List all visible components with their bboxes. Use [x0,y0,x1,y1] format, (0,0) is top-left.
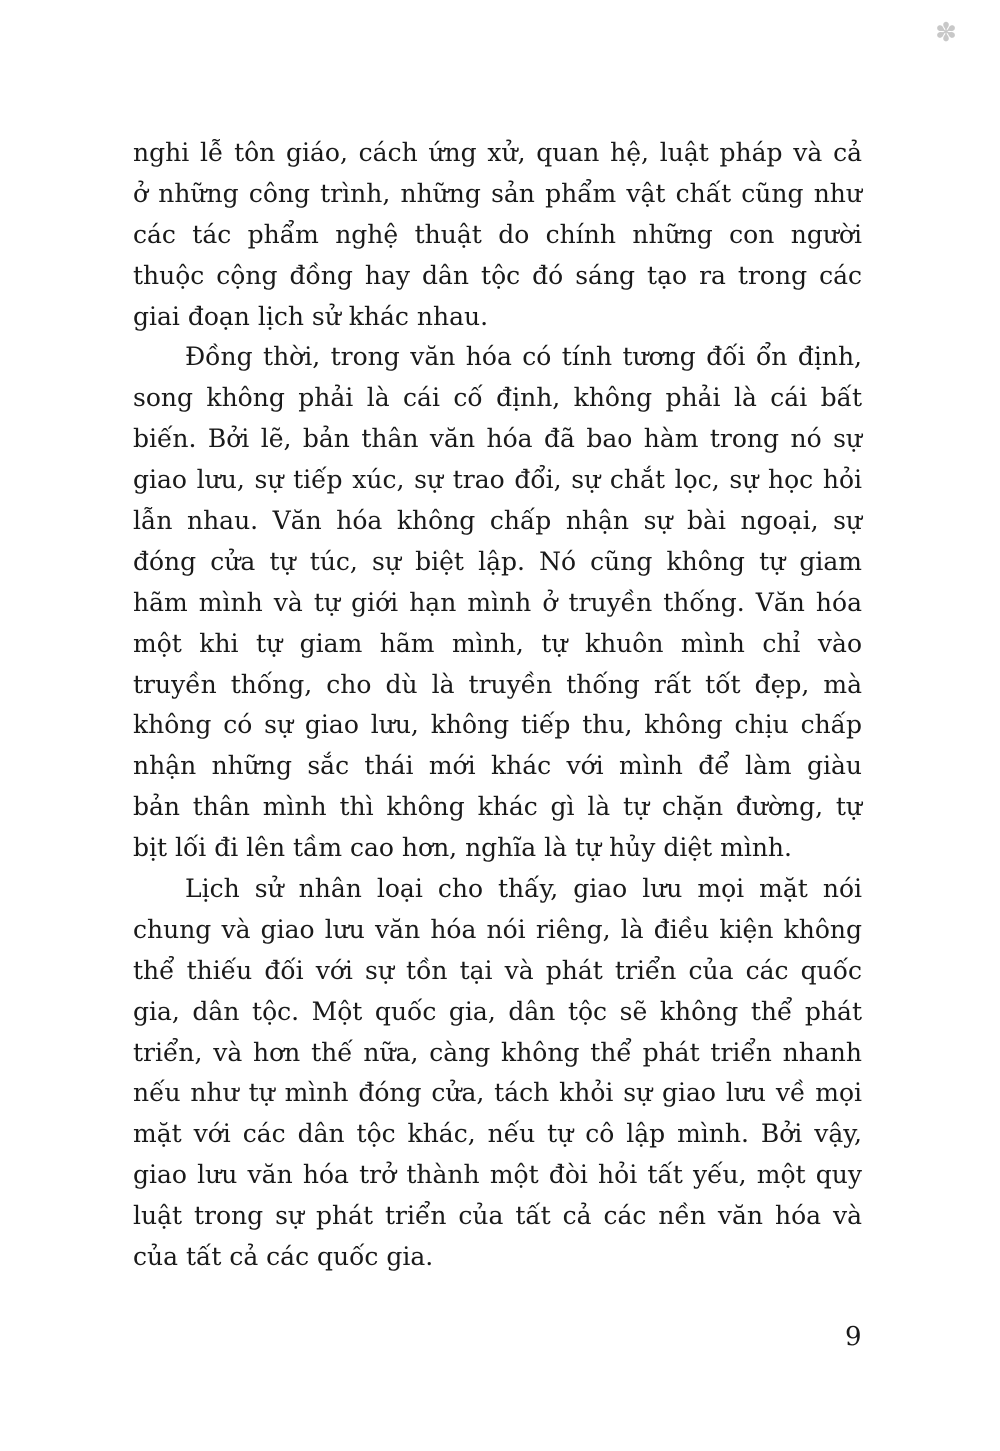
text-line: gia, dân tộc. Một quốc gia, dân tộc sẽ không thể phát [133,996,862,1026]
text-line: nếu như tự mình đóng cửa, tách khỏi sự giao lưu về mọi [133,1078,862,1108]
text-line: chung và giao lưu văn hóa nói riêng, là điều kiện không [133,914,862,944]
text-line: bản thân mình thì không khác gì là tự chặn đường, tự [133,792,862,822]
text-line: không có sự giao lưu, không tiếp thu, không chịu chấp [133,710,862,740]
page-number: 9 [845,1322,862,1352]
text-line: các tác phẩm nghệ thuật do chính những con người [133,219,862,249]
text-line: triển, và hơn thế nữa, càng không thể phát triển nhanh [133,1037,862,1067]
text-line: luật trong sự phát triển của tất cả các nền văn hóa và [133,1201,862,1231]
text-line: ở những công trình, những sản phẩm vật chất cũng như [133,178,862,208]
text-line: truyền thống, cho dù là truyền thống rất tốt đẹp, mà [133,669,862,699]
body-text [133,133,862,1278]
text-line: một khi tự giam hãm mình, tự khuôn mình chỉ vào [133,628,862,658]
text-line: đóng cửa tự túc, sự biệt lập. Nó cũng không tự giam [133,546,862,576]
flower-icon: ✽ [935,18,957,48]
text-line: Lịch sử nhân loại cho thấy, giao lưu mọi mặt nói [185,874,862,904]
text-line: giao lưu, sự tiếp xúc, sự trao đổi, sự chắt lọc, sự học hỏi [133,465,862,495]
text-line: hãm mình và tự giới hạn mình ở truyền thống. Văn hóa [133,587,862,617]
text-line: giao lưu văn hóa trở thành một đòi hỏi tất yếu, một quy [133,1160,862,1190]
text-line: của tất cả các quốc gia. [133,1242,434,1272]
text-line: giai đoạn lịch sử khác nhau. [133,301,489,331]
text-line: nghi lễ tôn giáo, cách ứng xử, quan hệ, luật pháp và cả [133,138,862,167]
text-line: biến. Bởi lẽ, bản thân văn hóa đã bao hàm trong nó sự [133,424,862,454]
text-line: song không phải là cái cố định, không phải là cái bất [133,383,862,413]
text-line: mặt với các dân tộc khác, nếu tự cô lập mình. Bởi vậy, [133,1119,862,1149]
text-line: lẫn nhau. Văn hóa không chấp nhận sự bài ngoại, sự [133,506,862,536]
text-line: nhận những sắc thái mới khác với mình để làm giàu [133,751,862,781]
text-line: Đồng thời, trong văn hóa có tính tương đối ổn định, [185,342,862,372]
text-line: thể thiếu đối với sự tồn tại và phát triển của các quốc [133,955,862,985]
text-line: bịt lối đi lên tầm cao hơn, nghĩa là tự hủy diệt mình. [133,833,792,863]
text-line: thuộc cộng đồng hay dân tộc đó sáng tạo ra trong các [133,260,862,290]
